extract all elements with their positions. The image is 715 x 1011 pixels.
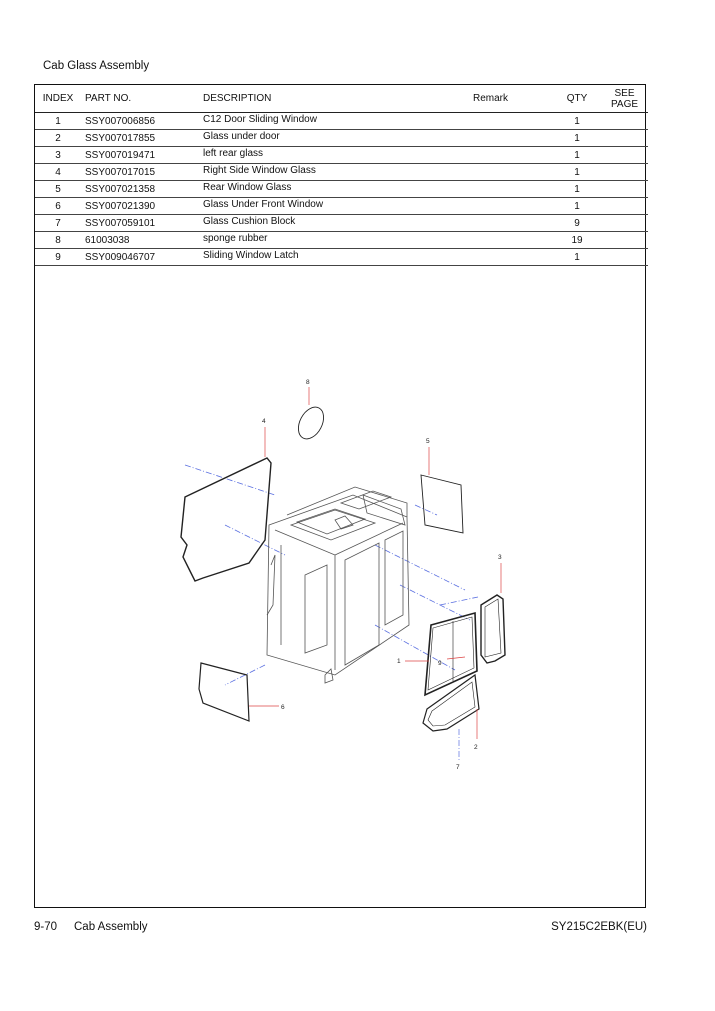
- row-description-text: C12 Door Sliding Window: [203, 113, 317, 125]
- callout-4: 4: [262, 418, 266, 425]
- row-qty-text: 9: [574, 217, 580, 229]
- row-index-text: 3: [55, 149, 61, 161]
- row-description-text: Sliding Window Latch: [203, 249, 299, 261]
- row-qty-text: 1: [574, 132, 580, 144]
- footer-page-number: 9-70: [34, 921, 58, 933]
- row-qty-text: 1: [574, 200, 580, 212]
- row-qty-text: 19: [571, 234, 583, 246]
- row-part-no-text: SSY007006856: [85, 115, 156, 127]
- row-index-text: 6: [55, 200, 61, 212]
- page-title: Cab Glass Assembly: [43, 60, 150, 72]
- row-part-no-text: SSY007017015: [85, 166, 156, 178]
- row-description-text: Glass Under Front Window: [203, 198, 324, 210]
- header-index: INDEX: [35, 85, 81, 113]
- header-remark: Remark: [473, 85, 553, 113]
- row-index-text: 1: [55, 115, 61, 127]
- row-index-text: 9: [55, 251, 61, 263]
- rear-window-glass-part: [421, 475, 463, 533]
- parts-frame: [34, 84, 646, 908]
- row-qty-text: 1: [574, 115, 580, 127]
- row-index-text: 7: [55, 217, 61, 229]
- row-part-no-text: SSY007017855: [85, 132, 156, 144]
- row-qty-text: 1: [574, 149, 580, 161]
- header-see-line2: PAGE: [610, 98, 639, 110]
- left-rear-glass-part: [481, 595, 505, 663]
- row-description-text: Glass Cushion Block: [203, 215, 296, 227]
- row-index-text: 4: [55, 166, 61, 178]
- row-part-no-text: SSY007021358: [85, 183, 156, 195]
- callout-5: 5: [426, 438, 430, 445]
- row-description-text: sponge rubber: [203, 232, 268, 244]
- cab-glass-exploded-drawing: [35, 85, 644, 906]
- footer-section: Cab Assembly: [74, 921, 148, 933]
- callout-9: 9: [438, 660, 442, 667]
- callout-3: 3: [498, 554, 502, 561]
- door-sliding-window-part: [425, 613, 477, 695]
- header-see-line1: SEE: [614, 87, 635, 99]
- header-part-no: PART NO.: [81, 85, 203, 113]
- row-index-text: 2: [55, 132, 61, 144]
- header-description: DESCRIPTION: [203, 85, 473, 113]
- row-part-no-text: SSY007019471: [85, 149, 156, 161]
- row-qty-text: 1: [574, 166, 580, 178]
- row-index-text: 8: [55, 234, 61, 246]
- callout-2: 2: [474, 744, 478, 751]
- row-description-text: Rear Window Glass: [203, 181, 292, 193]
- row-description-text: Right Side Window Glass: [203, 164, 316, 176]
- row-qty-text: 1: [574, 183, 580, 195]
- header-qty: QTY: [553, 85, 601, 113]
- row-qty-text: 1: [574, 251, 580, 263]
- row-part-no-text: 61003038: [85, 234, 130, 246]
- row-description-text: Glass under door: [203, 130, 280, 142]
- row-part-no-text: SSY007021390: [85, 200, 156, 212]
- cab-frame: [267, 487, 409, 683]
- row-description-text: left rear glass: [203, 147, 264, 159]
- callout-8: 8: [306, 379, 310, 386]
- footer-model: SY215C2EBK(EU): [551, 921, 647, 933]
- row-part-no-text: SSY009046707: [85, 251, 156, 263]
- callout-7: 7: [456, 764, 460, 771]
- sponge-rubber-part: [293, 403, 328, 443]
- assembly-guide-lines: [185, 465, 478, 685]
- callout-6: 6: [281, 704, 285, 711]
- glass-under-front-window-part: [199, 663, 249, 721]
- row-index-text: 5: [55, 183, 61, 195]
- right-side-window-glass-part: [181, 458, 271, 581]
- row-part-no-text: SSY007059101: [85, 217, 156, 229]
- callout-1: 1: [397, 658, 401, 665]
